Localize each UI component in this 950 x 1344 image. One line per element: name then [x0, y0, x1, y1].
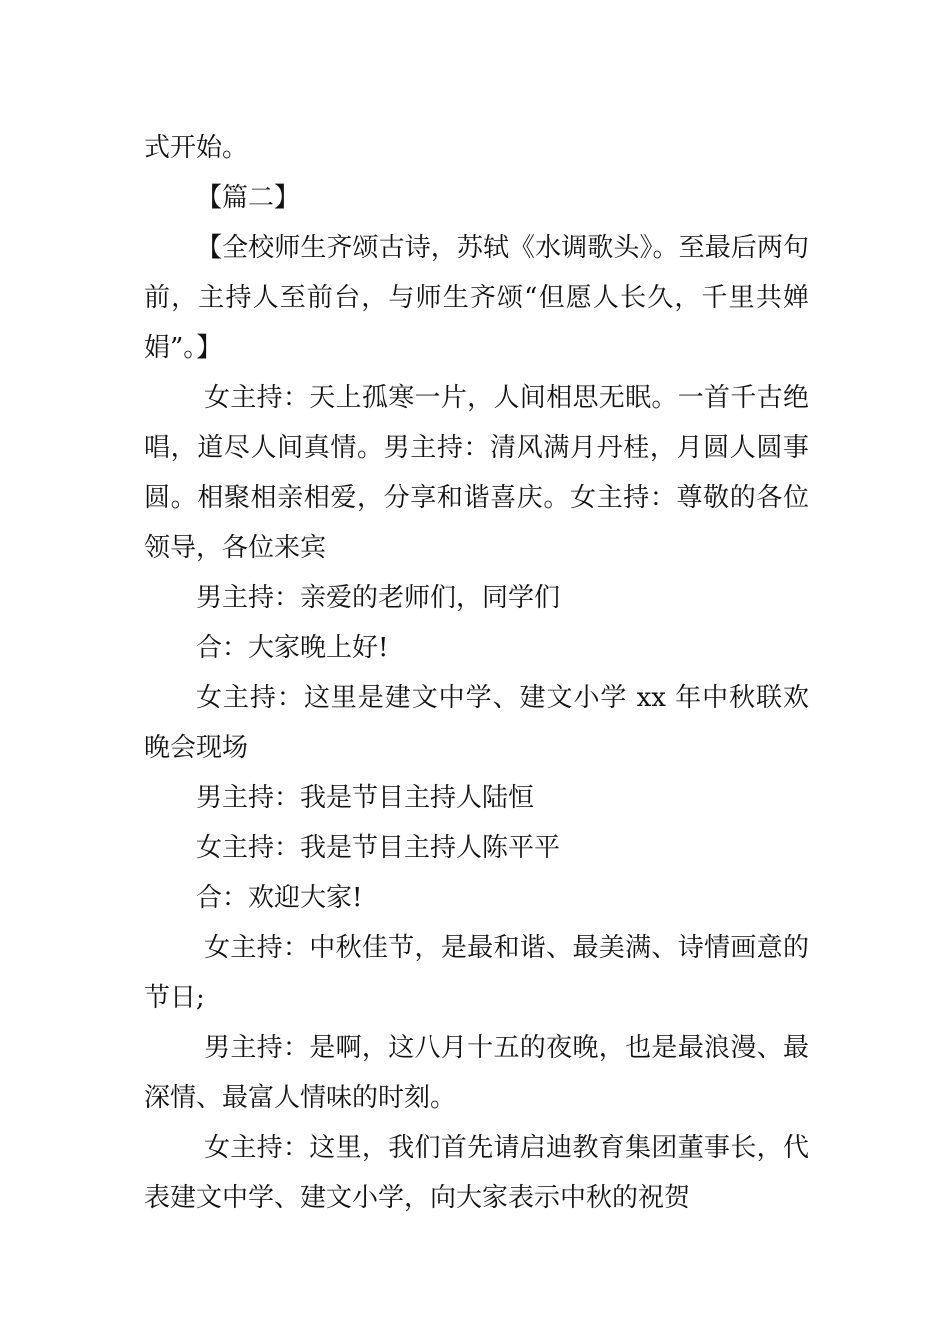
dialogue-paragraph: 女主持：天上孤寒一片，人间相思无眠。一首千古绝唱，道尽人间真情。男主持：清风满月丹桂，月圆人圆事圆。相聚相亲相爱，分享和谐喜庆。女主持：尊敬的各位领导，各位来宾 [144, 383, 809, 563]
dialogue-line: 合：大家晚上好! [196, 633, 389, 663]
dialogue-paragraph: 男主持：是啊，这八月十五的夜晚，也是最浪漫、最深情、最富人情味的时刻。 [144, 1033, 809, 1113]
dialogue-line: 男主持：我是节目主持人陆恒 [196, 783, 535, 813]
dialogue-line: 女主持：我是节目主持人陈平平 [196, 833, 561, 863]
dialogue-paragraph: 女主持：这里，我们首先请启迪教育集团董事长，代表建文中学、建文小学，向大家表示中秋的祝贺 [144, 1133, 809, 1213]
stage-direction: 【全校师生齐颂古诗，苏轼《水调歌头》。至最后两句前，主持人至前台，与师生齐颂“但愿人长久，千里共婵娟”。】 [144, 233, 809, 363]
document-body [144, 123, 809, 1223]
dialogue-line: 男主持：亲爱的老师们，同学们 [196, 583, 561, 613]
paragraph-continuation: 式开始。 [144, 133, 249, 163]
dialogue-paragraph: 女主持：这里是建文中学、建文小学 xx 年中秋联欢晚会现场 [144, 683, 809, 763]
dialogue-line: 合：欢迎大家! [196, 883, 363, 913]
section-heading: 【篇二】 [196, 183, 301, 213]
dialogue-paragraph: 女主持：中秋佳节，是最和谐、最美满、诗情画意的节日; [144, 933, 809, 1013]
